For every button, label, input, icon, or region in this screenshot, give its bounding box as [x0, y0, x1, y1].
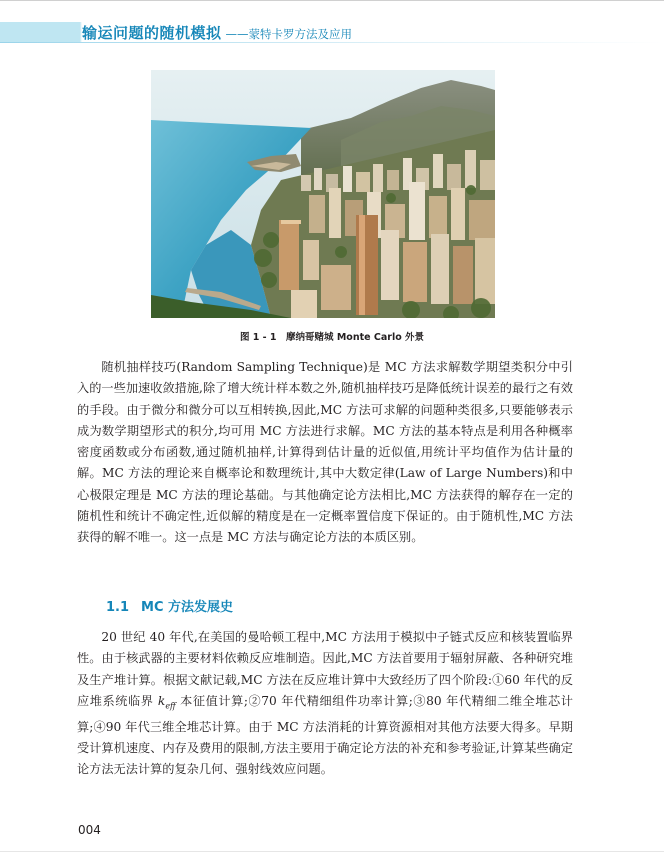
running-head — [82, 22, 352, 43]
section-title: MC 方法发展史 — [141, 600, 234, 615]
eff-subscript: eff — [165, 701, 176, 711]
book-subtitle: ——蒙特卡罗方法及应用 — [225, 27, 353, 41]
section-paragraph-part-1: 20 世纪 40 年代,在美国的曼哈顿工程中,MC 方法用于模拟中子链式反应和核装置临界性。由于核武器的主要材料依赖反应堆制造。因此,MC 方法首要用于辐射屏蔽、各种研究堆及生产堆计算。根据文献记载,MC 方法在反应堆计算中大致经历了四个阶段:①60 年代的反应堆系统临界 — [77, 630, 573, 708]
body-paragraph: 随机抽样技巧(Random Sampling Technique)是 MC 方法求解数学期望类积分中引入的一些加速收敛措施,除了增大统计样本数之外,随机抽样技巧是降低统计误差的最行之有效的手段。由于微分和微分可以互相转换,因此,MC 方法可求解的问题种类很多,只要能够表示成为数学期望形式的积分,均可用 MC 方法进行求解。MC 方法的基本特点是利用各种概率密度函数或分布函数,通过随机抽样,计算得到估计量的近似值,用统计平均值作为估计量的解。MC 方法的理论来自概率论和数理统计,其中大数定律(Law of Large Numbers)和中心极限定理是 MC 方法的理论基础。与其他确定论方法相比,MC 方法获得的解存在一定的随机性和统计不确定性,近似解的精度是在一定概率置信度下保证的。由于随机性,MC 方法获得的解不唯一。这一点是 MC 方法与确定论方法的本质区别。 — [77, 360, 573, 545]
k-eff-symbol — [157, 693, 176, 711]
bottom-rule — [0, 851, 664, 852]
section-paragraph — [77, 627, 573, 781]
k-symbol: k — [157, 693, 166, 708]
page-number: 004 — [78, 823, 101, 837]
monte-carlo-photo — [151, 70, 495, 318]
book-title: 输运问题的随机模拟 — [82, 24, 222, 42]
figure-caption: 图 1 - 1 摩纳哥赌城 Monte Carlo 外景 — [239, 332, 425, 343]
section-paragraph-part-2: 本征值计算;②70 年代精细组件功率计算;③80 年代精细二维全堆芯计算;④90 年代三维全堆芯计算。由于 MC 方法消耗的计算资源相对其他方法要大得多。早期受计算机速度、内存及费用的限制,方法主要用于确定论方法的补充和参考验证,计算某些确定论方法无法计算的复杂几何、强射线效应问题。 — [77, 693, 573, 777]
section-number: 1.1 — [106, 600, 130, 615]
section-heading — [106, 596, 233, 615]
top-rule — [0, 0, 664, 1]
